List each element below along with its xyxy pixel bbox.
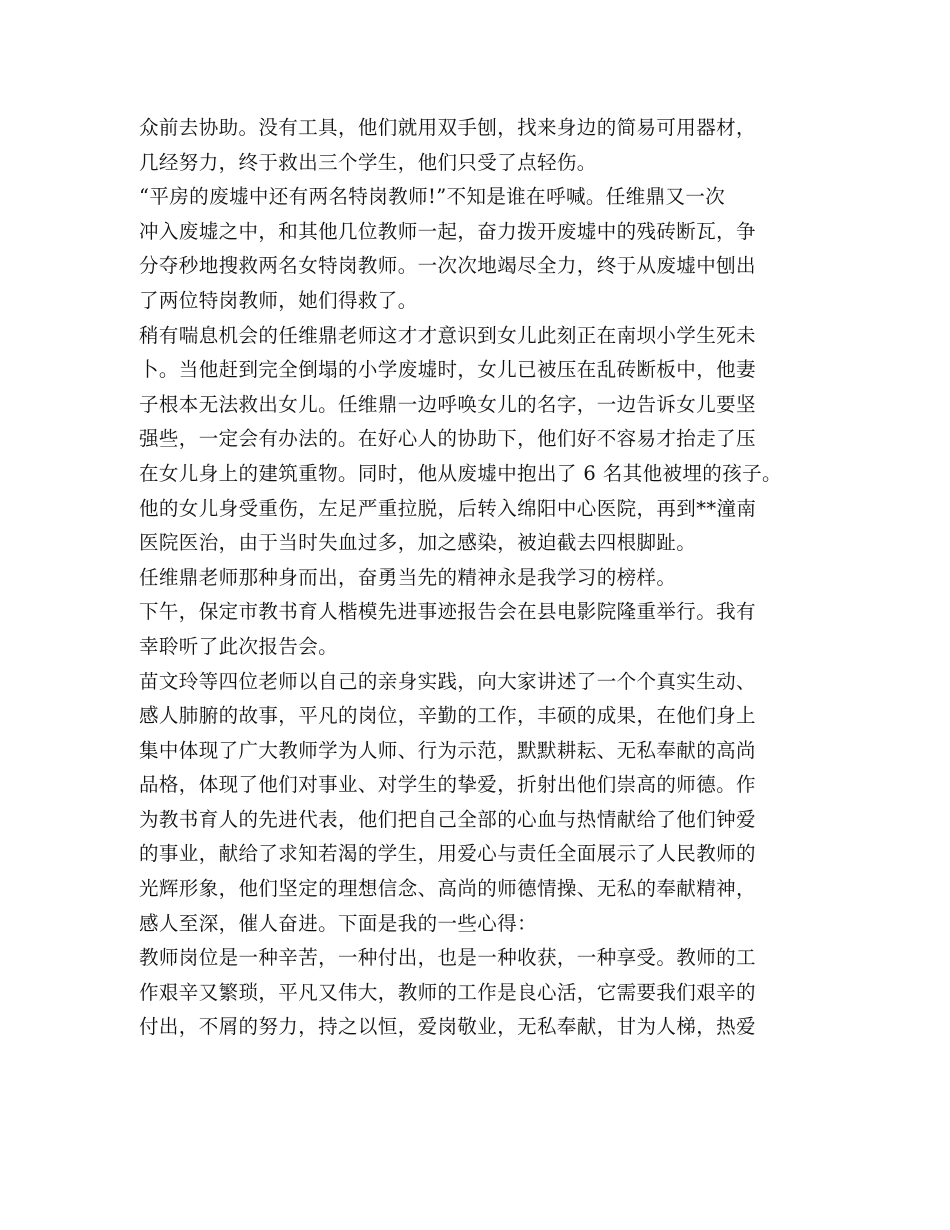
text-line: 分夺秒地搜救两名女特岗教师。一次次地竭尽全力，终于从废墟中刨出 [139,254,756,278]
text-line: 作艰辛又繁琐，平凡又伟大，教师的工作是良心活，它需要我们艰辛的 [139,980,756,1004]
text-line: 在女儿身上的建筑重物。同时，他从废墟中抱出了 6 名其他被埋的孩子。 [139,461,782,485]
text-line: 集中体现了广大教师学为人师、行为示范，默默耕耘、无私奉献的高尚 [139,738,756,762]
text-line: 卜。当他赶到完全倒塌的小学废墟时，女儿已被压在乱砖断板中，他妻 [139,358,756,382]
text-line: “平房的废墟中还有两名特岗教师!”不知是谁在呼喊。任维鼎又一次 [139,185,726,209]
text-line: 苗文玲等四位老师以自己的亲身实践，向大家讲述了一个个真实生动、 [139,669,756,693]
text-line: 医院医治，由于当时失血过多，加之感染，被迫截去四根脚趾。 [139,531,697,555]
text-line: 子根本无法救出女儿。任维鼎一边呼唤女儿的名字，一边告诉女儿要坚 [139,392,756,416]
document-body [139,111,839,1045]
text-line: 为教书育人的先进代表，他们把自己全部的心血与热情献给了他们钟爱 [139,807,756,831]
text-line: 光辉形象，他们坚定的理想信念、高尚的师德情操、无私的奉献精神， [139,877,756,901]
text-line: 任维鼎老师那种身而出，奋勇当先的精神永是我学习的榜样。 [139,565,677,589]
text-line: 他的女儿身受重伤，左足严重拉脱，后转入绵阳中心医院，再到**潼南 [139,496,757,520]
text-line: 了两位特岗教师，她们得救了。 [139,288,418,312]
text-line: 幸聆听了此次报告会。 [139,634,339,658]
text-line: 教师岗位是一种辛苦，一种付出，也是一种收获，一种享受。教师的工 [139,946,756,970]
text-line: 强些，一定会有办法的。在好心人的协助下，他们好不容易才抬走了压 [139,427,756,451]
text-line: 感人至深，催人奋进。下面是我的一些心得： [139,911,538,935]
text-line: 下午，保定市教书育人楷模先进事迹报告会在县电影院隆重举行。我有 [139,600,756,624]
text-line: 几经努力，终于救出三个学生，他们只受了点轻伤。 [139,150,597,174]
text-line: 付出，不屑的努力，持之以恒，爱岗敬业，无私奉献，甘为人梯，热爱 [139,1015,756,1039]
text-line: 众前去协助。没有工具，他们就用双手刨，找来身边的简易可用器材， [139,116,756,139]
text-line: 感人肺腑的故事，平凡的岗位，辛勤的工作，丰硕的成果，在他们身上 [139,704,756,728]
text-line: 稍有喘息机会的任维鼎老师这才才意识到女儿此刻正在南坝小学生死未 [139,323,756,347]
text-line: 的事业，献给了求知若渴的学生，用爱心与责任全面展示了人民教师的 [139,842,756,866]
text-line: 冲入废墟之中，和其他几位教师一起，奋力拨开废墟中的残砖断瓦，争 [139,219,756,243]
text-line: 品格，体现了他们对事业、对学生的挚爱，折射出他们崇高的师德。作 [139,773,756,797]
